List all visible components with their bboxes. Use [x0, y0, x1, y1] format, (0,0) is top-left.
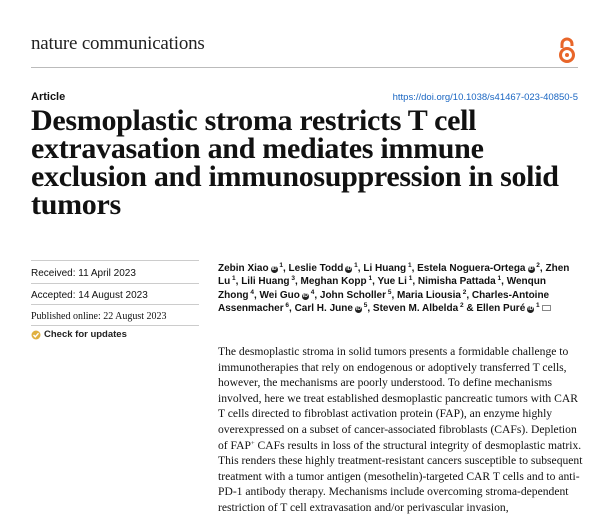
journal-name[interactable]: nature communications	[31, 33, 205, 54]
check-updates-icon	[31, 330, 41, 340]
author-name[interactable]	[377, 276, 412, 287]
author-name-text: Zebin Xiao	[218, 263, 269, 274]
author-list: Zebin Xiao iD $^1$, Leslie Todd iD $^1$, Li Huang $^1$, Estela Noguera-Ortega iD $^2$, Zhen Lu $^1$, Lili Huang $^3$, Meghan Kopp $^1$, Yue Li $^1$, Nimisha Pattada $^1$, Wenqun Zhong $^4$, Wei Guo iD $^4$, John Scholler $^5$, Maria Liousia $^2$, Charles-Antoine Assenmacher $^6$, Carl H. June iD $^5$, Steven M. Albelda $^2$ & Ellen Puré iD $^1$	[218, 262, 570, 314]
article-type-label: Article	[31, 91, 66, 103]
author-affiliation: 3	[289, 275, 295, 283]
author-name-text: Leslie Todd	[288, 263, 344, 274]
author-name[interactable]	[241, 276, 295, 287]
author-affiliation: 5	[386, 288, 392, 296]
meta-divider	[31, 325, 199, 326]
author-affiliation: 1	[366, 275, 373, 283]
author-name-text: Meghan Kopp	[300, 276, 367, 288]
author-name[interactable]	[320, 290, 392, 301]
author-affiliation: 1	[352, 262, 358, 269]
author-name[interactable]	[373, 303, 464, 314]
author-name-text: John Scholler	[319, 289, 387, 301]
author-affiliation: 1	[230, 275, 236, 283]
author-name-text: Li Huang	[363, 263, 407, 274]
check-for-updates-button[interactable]	[31, 329, 127, 340]
author-affiliation: 2	[534, 262, 540, 269]
author-name[interactable]	[418, 276, 501, 287]
meta-divider-top	[31, 260, 199, 261]
author-name[interactable]	[363, 263, 411, 274]
author-affiliation: 1	[534, 301, 540, 309]
author-affiliation: 1	[495, 275, 502, 283]
published-date: Published online: 22 August 2023	[31, 311, 167, 322]
article-title: Desmoplastic stroma restricts T cell extravasation and mediates immune exclusion and immunosuppression in solid tumors	[31, 104, 559, 221]
author-affiliation: 5	[361, 301, 368, 309]
author-name-text: Estela Noguera-Ortega	[417, 263, 526, 274]
author-name[interactable]	[295, 303, 368, 314]
author-affiliation: 1	[277, 262, 283, 269]
author-name[interactable]	[397, 290, 466, 301]
header-divider	[31, 67, 578, 68]
orcid-icon[interactable]: iD	[271, 266, 277, 272]
author-affiliation: 1	[406, 275, 413, 283]
author-affiliation: 1	[406, 262, 412, 269]
check-updates-label: Check for updates	[44, 329, 127, 340]
email-icon[interactable]	[542, 305, 551, 311]
author-name-text: Zhen Lu	[218, 263, 570, 288]
accepted-date: Accepted: 14 August 2023	[31, 290, 148, 301]
author-name-text: Yue Li	[377, 276, 407, 288]
author-name[interactable]	[218, 263, 283, 274]
author-name[interactable]	[417, 263, 540, 274]
open-access-icon	[556, 36, 578, 64]
author-name-text: Wei Guo	[259, 289, 300, 301]
author-name[interactable]	[260, 290, 315, 301]
author-name-text: Charles-Antoine Assenmacher	[218, 289, 550, 314]
doi-link[interactable]: https://doi.org/10.1038/s41467-023-40850-5	[392, 92, 578, 103]
author-name[interactable]	[289, 263, 358, 274]
orcid-icon[interactable]: iD	[528, 305, 534, 312]
author-name[interactable]	[476, 303, 550, 314]
meta-divider	[31, 304, 199, 305]
orcid-icon[interactable]: iD	[355, 305, 361, 312]
received-date: Received: 11 April 2023	[31, 268, 136, 279]
author-affiliation: 2	[460, 288, 467, 296]
abstract-text: The desmoplastic stroma in solid tumors presents a formidable challenge to immunotherapies that rely on endogenous or adoptively transferred T cells, however, the mechanisms are poorly understood. To define mechanisms involved, here we treat established desmoplastic pancreatic tumors with CAR T cells directed to fibroblast activation protein (FAP), an enzyme highly overexpressed on a subset of cancer-associated fibroblasts (CAFs). Depletion of FAP+ CAFs results in loss of the structural integrity of desmoplastic matrix. This renders these highly treatment-resistant cancers susceptible to subsequent treatment with a tumor antigen (mesothelin)-targeted CAR T cells and to anti-PD-1 antibody therapy. Mechanisms include overcoming stroma-dependent restriction of T cell extravasation and/or perivascular invasion,	[218, 345, 583, 514]
orcid-icon[interactable]: iD	[302, 292, 308, 299]
author-name-text: Lili Huang	[241, 276, 290, 288]
orcid-icon[interactable]: iD	[528, 266, 534, 272]
author-affiliation: 6	[283, 301, 290, 309]
author-affiliation: 4	[248, 288, 254, 296]
author-name-text: Carl H. June	[294, 302, 353, 314]
author-name-text: Nimisha Pattada	[417, 276, 496, 288]
author-name[interactable]	[301, 276, 373, 287]
author-name-text: Wenqun Zhong	[218, 276, 546, 301]
author-affiliation: 4	[308, 288, 315, 296]
author-affiliation: 2	[458, 301, 464, 309]
orcid-icon[interactable]: iD	[346, 266, 352, 272]
author-name-text: Maria Liousia	[397, 289, 461, 301]
author-name-text: Ellen Puré	[476, 302, 526, 314]
meta-divider	[31, 283, 199, 284]
author-name-text: Steven M. Albelda	[372, 302, 459, 314]
